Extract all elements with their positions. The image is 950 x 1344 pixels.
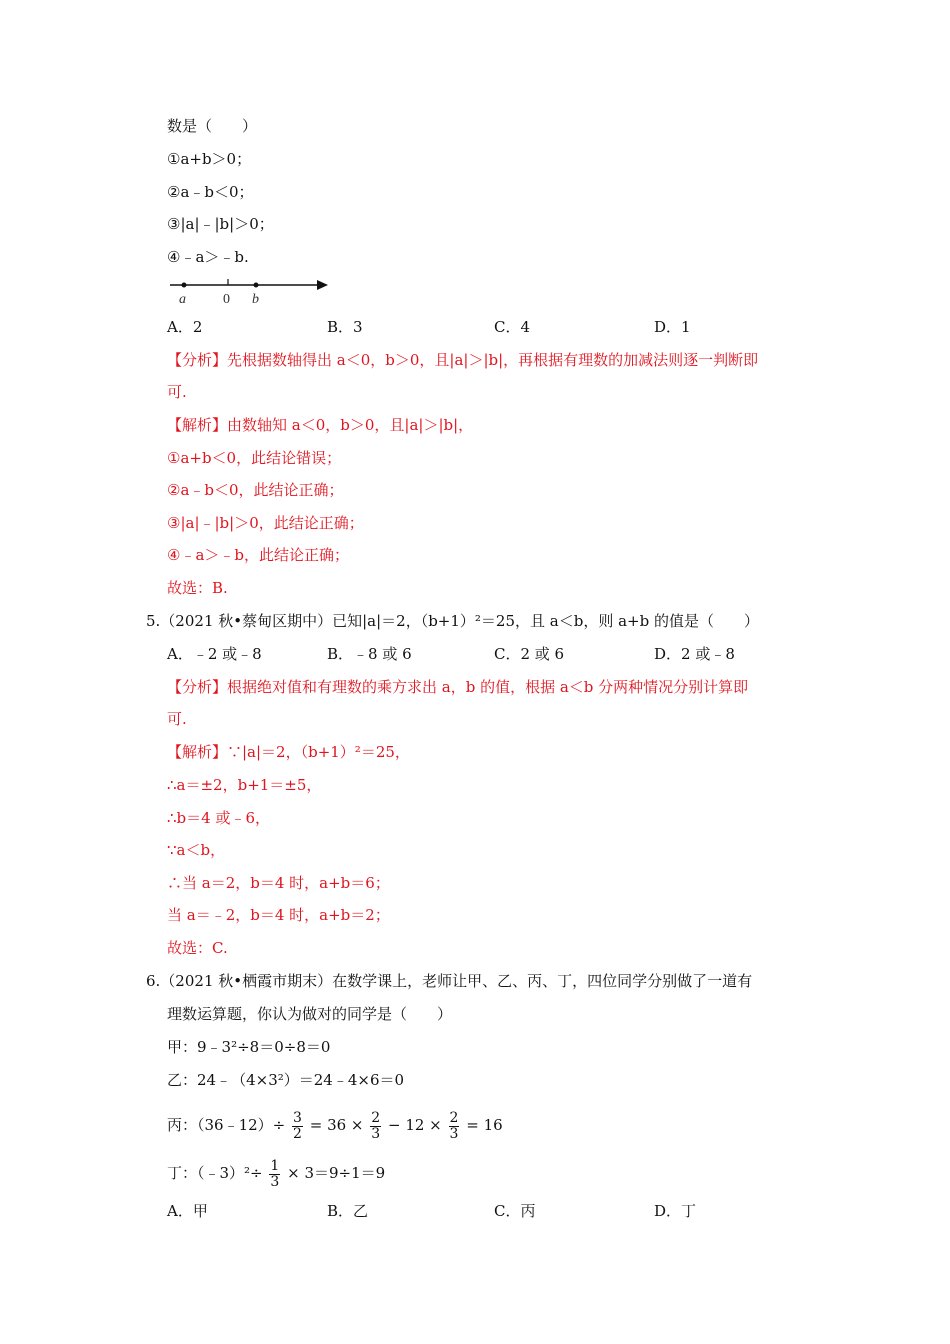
q4-item-2: ②a﹣b＜0； xyxy=(167,183,254,201)
q4-option-a: A．2 xyxy=(167,318,203,336)
q5-solution-line-1: 【解析】∵|a|＝2，（b+1）²＝25， xyxy=(167,743,410,761)
q5-option-c: C．2 或 6 xyxy=(494,645,565,663)
fraction-2-3-b: $\frac{2}{3}$ xyxy=(449,1109,459,1142)
q5-answer: 故选：C. xyxy=(167,939,228,957)
q4-solution-line-5: ④﹣a＞﹣b，此结论正确； xyxy=(167,546,349,564)
bing-mid-1: = 36 × xyxy=(309,1116,364,1134)
q6-option-d: D．丁 xyxy=(654,1202,697,1220)
q5-option-b: B．﹣8 或 6 xyxy=(327,645,412,663)
point-b xyxy=(254,283,259,288)
q5-solution-line-3: ∴b＝4 或﹣6， xyxy=(167,809,271,827)
q5-solution-line-2: ∴a＝±2，b+1＝±5， xyxy=(167,776,322,794)
q5-option-d: D．2 或﹣8 xyxy=(654,645,735,663)
label-zero: 0 xyxy=(223,292,230,307)
q5-analysis-line-1: 【分析】根据绝对值和有理数的乘方求出 a，b 的值，根据 a＜b 分两种情况分别计算即 xyxy=(167,678,749,696)
q6-ding xyxy=(167,1156,385,1190)
fraction-1-3: $\frac{1}{3}$ xyxy=(270,1157,280,1190)
point-a xyxy=(182,283,187,288)
q5-option-a: A．﹣2 或﹣8 xyxy=(167,645,262,663)
q6-jia: 甲：9﹣3²÷8＝0÷8＝0 xyxy=(167,1038,331,1056)
q5-solution-line-4: ∵a＜b， xyxy=(167,841,226,859)
q6-option-c: C．丙 xyxy=(494,1202,536,1220)
q5-solution-line-5: ∴当 a＝2，b＝4 时，a+b＝6； xyxy=(167,874,390,892)
q4-analysis-line-1: 【分析】先根据数轴得出 a＜0，b＞0，且|a|＞|b|，再根据有理数的加减法则逐一判断即 xyxy=(167,351,759,369)
bing-tail: = 16 xyxy=(466,1116,503,1134)
number-line-arrow xyxy=(317,280,328,290)
q4-answer: 故选：B. xyxy=(167,579,228,597)
q6-stem-line-1: 6.（2021 秋•栖霞市期末）在数学课上，老师让甲、乙、丙、丁，四位同学分别做了一道有 xyxy=(146,972,753,990)
q4-item-3: ③|a|﹣|b|＞0； xyxy=(167,215,274,233)
q4-solution-line-3: ②a﹣b＜0，此结论正确； xyxy=(167,481,344,499)
q6-option-b: B．乙 xyxy=(327,1202,369,1220)
q6-bing xyxy=(167,1108,503,1142)
ding-prefix: 丁：（﹣3）²÷ xyxy=(167,1164,263,1182)
q4-solution-line-2: ①a+b＜0，此结论错误； xyxy=(167,449,342,467)
ding-tail: × 3＝9÷1＝9 xyxy=(287,1164,386,1182)
q4-solution-line-4: ③|a|﹣|b|＞0，此结论正确； xyxy=(167,514,364,532)
q5-analysis-line-2: 可. xyxy=(167,710,187,728)
label-b: b xyxy=(252,292,259,307)
q5-stem: 5.（2021 秋•蔡甸区期中）已知|a|＝2，（b+1）²＝25，且 a＜b，则 a+b 的值是（ ） xyxy=(146,612,759,630)
q4-option-b: B．3 xyxy=(327,318,363,336)
q6-stem-line-2: 理数运算题，你认为做对的同学是（ ） xyxy=(167,1005,453,1023)
q6-yi: 乙：24﹣（4×3²）＝24﹣4×6＝0 xyxy=(167,1071,405,1089)
q6-option-a: A．甲 xyxy=(167,1202,208,1220)
q4-item-4: ④﹣a＞﹣b. xyxy=(167,248,249,266)
q4-option-c: C．4 xyxy=(494,318,531,336)
q4-solution-line-1: 【解析】由数轴知 a＜0，b＞0，且|a|＞|b|， xyxy=(167,416,474,434)
q4-option-d: D．1 xyxy=(654,318,691,336)
label-a: a xyxy=(179,292,186,307)
fraction-3-2: $\frac{3}{2}$ xyxy=(293,1109,302,1142)
bing-mid-2: − 12 × xyxy=(387,1116,442,1134)
q4-analysis-line-2: 可. xyxy=(167,383,187,401)
q4-item-1: ①a+b＞0； xyxy=(167,150,252,168)
fraction-2-3-a: $\frac{2}{3}$ xyxy=(371,1109,381,1142)
q4-stem-tail: 数是（ ） xyxy=(167,117,258,135)
bing-prefix: 丙：（36﹣12）÷ xyxy=(167,1116,286,1134)
number-line-figure xyxy=(168,274,333,308)
q5-solution-line-6: 当 a＝﹣2，b＝4 时，a+b＝2； xyxy=(167,906,390,924)
